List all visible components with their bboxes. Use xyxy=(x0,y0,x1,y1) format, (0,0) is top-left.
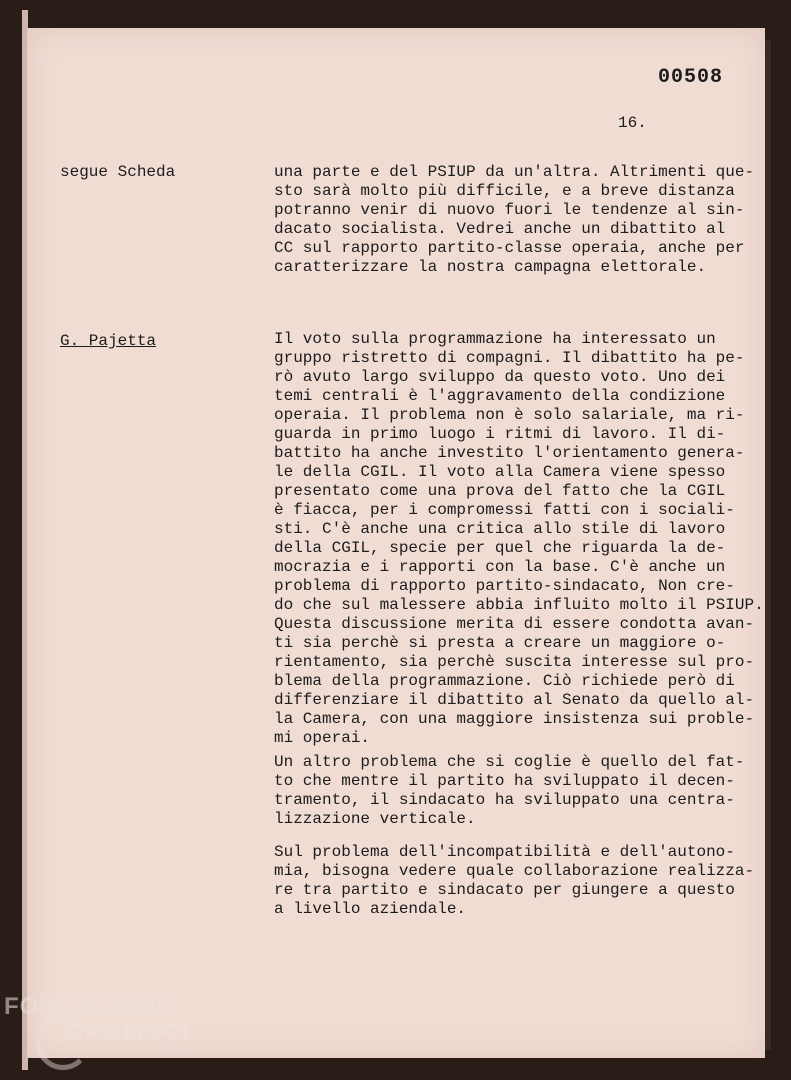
paragraph-scheda: una parte e del PSIUP da un'altra. Altrimenti que- sto sarà molto più difficile, e a breve distanza potranno venir di nuovo fuori le tendenze al sin- dacato socialista. Vedrei anche un dibattito al CC sul rapporto partito-classe operaia, anche per caratterizzare la nostra campagna elettorale. xyxy=(274,163,755,276)
section-label-pajetta: G. Pajetta xyxy=(60,332,157,350)
fondazione-gramsci-watermark xyxy=(4,994,191,1056)
watermark-line-2: GRAMSCI xyxy=(64,1019,192,1046)
page-number: 16. xyxy=(618,114,647,132)
paragraph-pajetta-2: Un altro problema che si coglie è quello del fat- to che mentre il partito ha sviluppato il decen- tramento, il sindacato ha sviluppato una centra- lizzazione verticale. xyxy=(274,753,745,828)
watermark-line-3: onlus xyxy=(160,1045,187,1056)
paragraph-pajetta-3: Sul problema dell'incompatibilità e dell'autono- mia, bisogna vedere quale collaborazione realizza- re tra partito e sindacato per giungere a questo a livello aziendale. xyxy=(274,843,755,918)
page-edge-right xyxy=(765,40,771,1050)
paragraph-pajetta-1: Il voto sulla programmazione ha interessato un gruppo ristretto di compagni. Il dibattito ha pe- rò avuto largo sviluppo da questo voto. Uno dei temi centrali è l'aggravamento della condizione operaia. Il problema non è solo salariale, ma ri- guarda in primo luogo i ritmi di lavoro. Il di- battito ha anche investito l'orientamento genera- le della CGIL. Il voto alla Camera viene spesso presentato come una prova del fatto che la CGIL è fiacca, per i compromessi fatti con i sociali- sti. C'è anche una critica allo stile di lavoro della CGIL, specie per quel che riguarda la de- mocrazia e i rapporti con la base. C'è anche un problema di rapporto partito-sindacato, Non cre- do che sul malessere abbia influito molto il PSIUP. Questa discussione merita di essere condotta avan- ti sia perchè si presta a creare un maggiore o- rientamento, sia perchè suscita interesse sul pro- blema della programmazione. Ciò richiede però di differenziare il dibattito al Senato da quello al- la Camera, con una maggiore insistenza sui proble- mi operai. xyxy=(274,330,764,747)
document-number: 00508 xyxy=(658,66,724,89)
watermark-line-1: FONDAZIONE xyxy=(4,993,173,1020)
section-label-scheda: segue Scheda xyxy=(60,163,176,181)
